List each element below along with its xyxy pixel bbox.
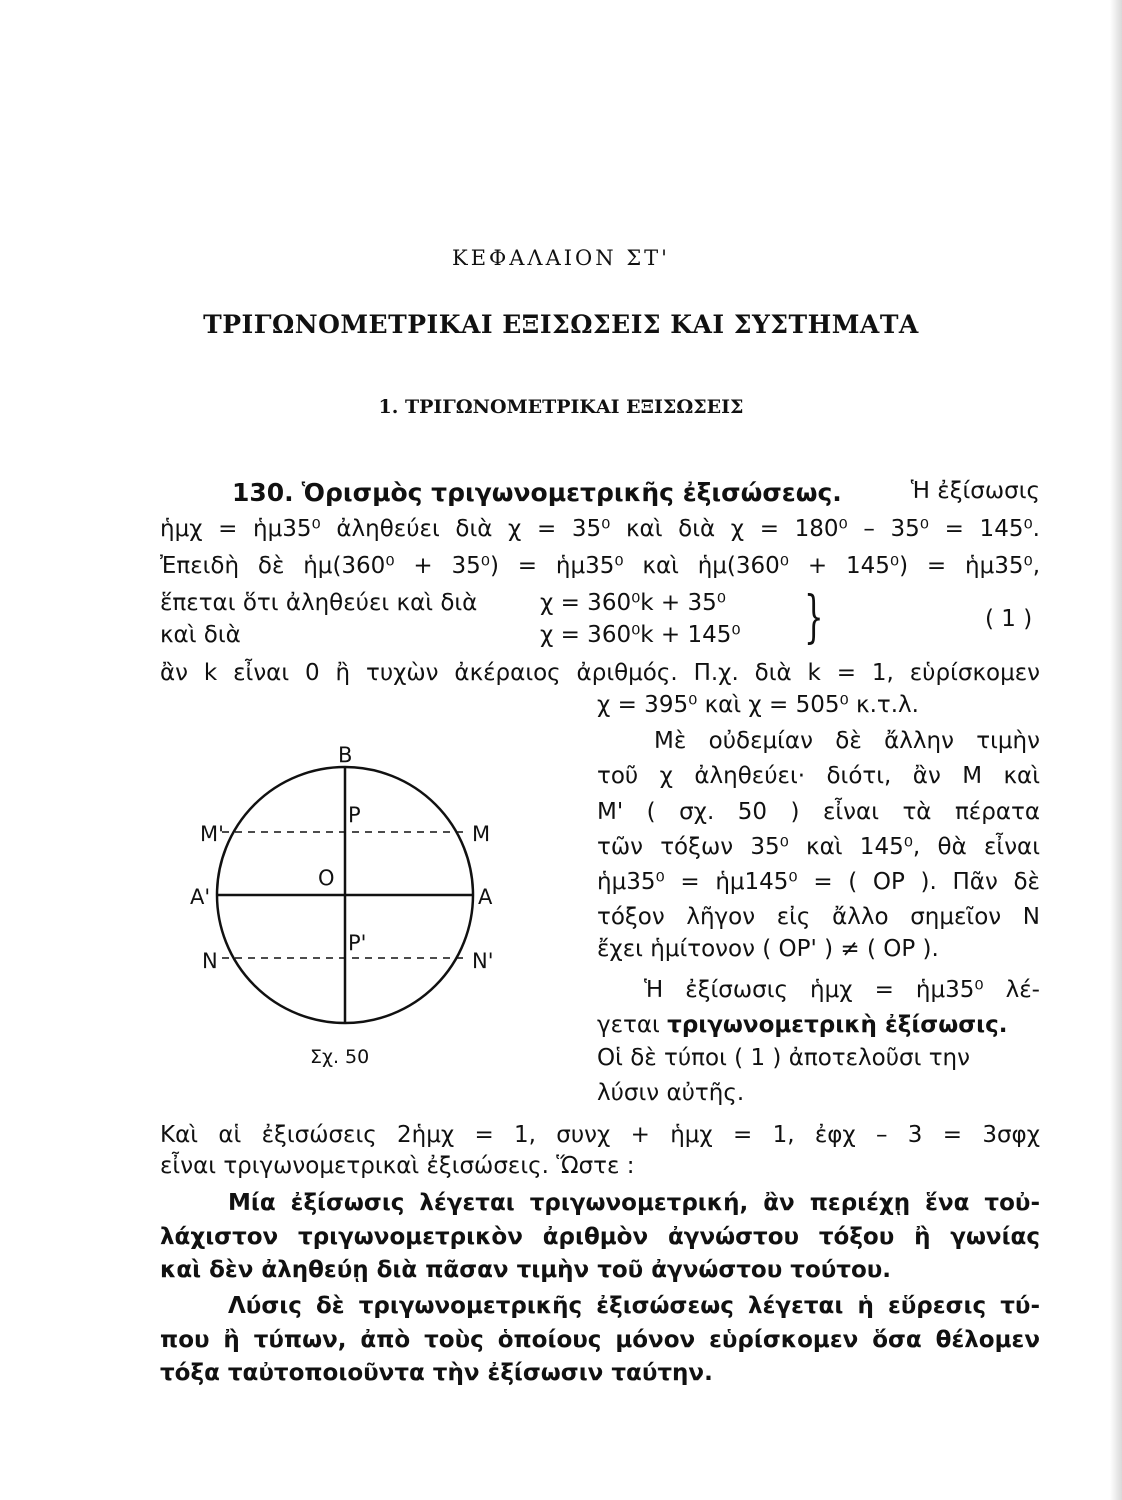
- article-line-7: χ = 395⁰ καὶ χ = 505⁰ κ.τ.λ.: [597, 692, 919, 718]
- col-line-5: ἡμ35⁰ = ἡμ145⁰ = ( ΟΡ ). Πᾶν δὲ: [597, 869, 1040, 895]
- definition1-line-3: καὶ δὲν ἀληθεύῃ διὰ πᾶσαν τιμὴν τοῦ ἀγνώστου τούτου.: [160, 1257, 892, 1283]
- figure-caption: Σχ. 50: [310, 1046, 370, 1068]
- col-line-6: τόξον λῆγον εἰς ἄλλο σημεῖον Ν: [597, 904, 1040, 930]
- equation-label: ( 1 ): [985, 606, 1033, 632]
- definition2-line-1: Λύσις δὲ τριγωνομετρικῆς ἐξισώσεως λέγεται ἡ εὕρεσις τύ-: [228, 1293, 1040, 1319]
- col-line-2: τοῦ χ ἀληθεύει· διότι, ἂν Μ καὶ: [597, 763, 1040, 789]
- label-n-prime: Ν': [472, 949, 494, 973]
- article-heading-line: [232, 478, 1040, 507]
- col-line-7: ἔχει ἡμίτονον ( ΟΡ' ) ≠ ( ΟΡ ).: [597, 936, 939, 962]
- equation-1a: χ = 360⁰k + 35⁰: [540, 590, 726, 616]
- page-edge-shadow: [1110, 0, 1122, 1500]
- col-line-9-bold: τριγωνομετρικὴ ἐξίσωσις.: [667, 1012, 1008, 1038]
- paragraph2-line-2: εἶναι τριγωνομετρικαὶ ἐξισώσεις. Ὥστε :: [160, 1153, 635, 1179]
- col-line-9: [597, 1012, 1007, 1038]
- label-p: Ρ: [348, 803, 361, 827]
- article-lead: Ἡ ἐξίσωσις: [910, 478, 1040, 504]
- label-b: Β: [338, 743, 353, 767]
- chapter-heading: ΚΕΦΑΛΑΙΟΝ ΣΤ': [452, 246, 670, 270]
- chapter-title: ΤΡΙΓΩΝΟΜΕΤΡΙΚΑΙ ΕΞΙΣΩΣΕΙΣ ΚΑΙ ΣΥΣΤΗΜΑΤΑ: [203, 310, 919, 339]
- article-line-6: ἂν k εἶναι 0 ἢ τυχὼν ἀκέραιος ἀριθμός. Π.χ. διὰ k = 1, εὑρίσκομεν: [160, 660, 1040, 686]
- col-line-3: Μ' ( σχ. 50 ) εἶναι τὰ πέρατα: [597, 799, 1040, 825]
- col-line-10: Οἱ δὲ τύποι ( 1 ) ἀποτελοῦσι την: [597, 1045, 970, 1071]
- label-a: Α: [478, 885, 493, 909]
- unit-circle-figure: [180, 740, 510, 1040]
- article-line-5-text: καὶ διὰ: [160, 622, 241, 648]
- col-line-1: Μὲ οὐδεμίαν δὲ ἄλλην τιμὴν: [654, 728, 1040, 754]
- label-a-prime: Α': [190, 885, 211, 909]
- article-line-4-text: ἕπεται ὅτι ἀληθεύει καὶ διὰ: [160, 590, 478, 616]
- article-heading: Ὁρισμὸς τριγωνομετρικῆς ἐξισώσεως.: [301, 478, 842, 507]
- label-m-prime: Μ': [200, 822, 224, 846]
- label-n: Ν: [202, 949, 218, 973]
- label-p-prime: Ρ': [348, 931, 367, 955]
- col-line-9-plain: γεται: [597, 1012, 660, 1038]
- equation-1b: χ = 360⁰k + 145⁰: [540, 622, 741, 648]
- definition2-line-3: τόξα ταὐτοποιοῦντα τὴν ἐξίσωσιν ταύτην.: [160, 1360, 713, 1386]
- definition2-line-2: που ἢ τύπων, ἀπὸ τοὺς ὁποίους μόνον εὑρίσκομεν ὅσα θέλομεν: [160, 1327, 1040, 1353]
- col-line-4: τῶν τόξων 35⁰ καὶ 145⁰, θὰ εἶναι: [597, 834, 1040, 860]
- paragraph2-line-1: Καὶ αἱ ἐξισώσεις 2ἡμχ = 1, συνχ + ἡμχ = 1, ἐφχ – 3 = 3σφχ: [160, 1122, 1040, 1148]
- col-line-8: Ἡ ἐξίσωσις ἡμχ = ἡμ35⁰ λέ-: [644, 977, 1040, 1003]
- article-line-3: Ἐπειδὴ δὲ ἡμ(360⁰ + 35⁰) = ἡμ35⁰ καὶ ἡμ(360⁰ + 145⁰) = ἡμ35⁰,: [160, 553, 1040, 579]
- definition1-line-2: λάχιστον τριγωνομετρικὸν ἀριθμὸν ἀγνώστου τόξου ἢ γωνίας: [160, 1224, 1040, 1250]
- col-line-11: λύσιν αὐτῆς.: [597, 1080, 745, 1106]
- label-o: Ο: [318, 866, 335, 890]
- label-m: Μ: [472, 822, 491, 846]
- article-line-2: ἡμχ = ἡμ35⁰ ἀληθεύει διὰ χ = 35⁰ καὶ διὰ χ = 180⁰ – 35⁰ = 145⁰.: [160, 516, 1040, 542]
- equation-brace: }: [804, 585, 824, 650]
- article-number: 130.: [232, 478, 294, 507]
- section-title: 1. ΤΡΙΓΩΝΟΜΕΤΡΙΚΑΙ ΕΞΙΣΩΣΕΙΣ: [378, 396, 744, 418]
- definition1-line-1: Μία ἐξίσωσις λέγεται τριγωνομετρική, ἂν περιέχῃ ἕνα τοὐ-: [228, 1190, 1040, 1216]
